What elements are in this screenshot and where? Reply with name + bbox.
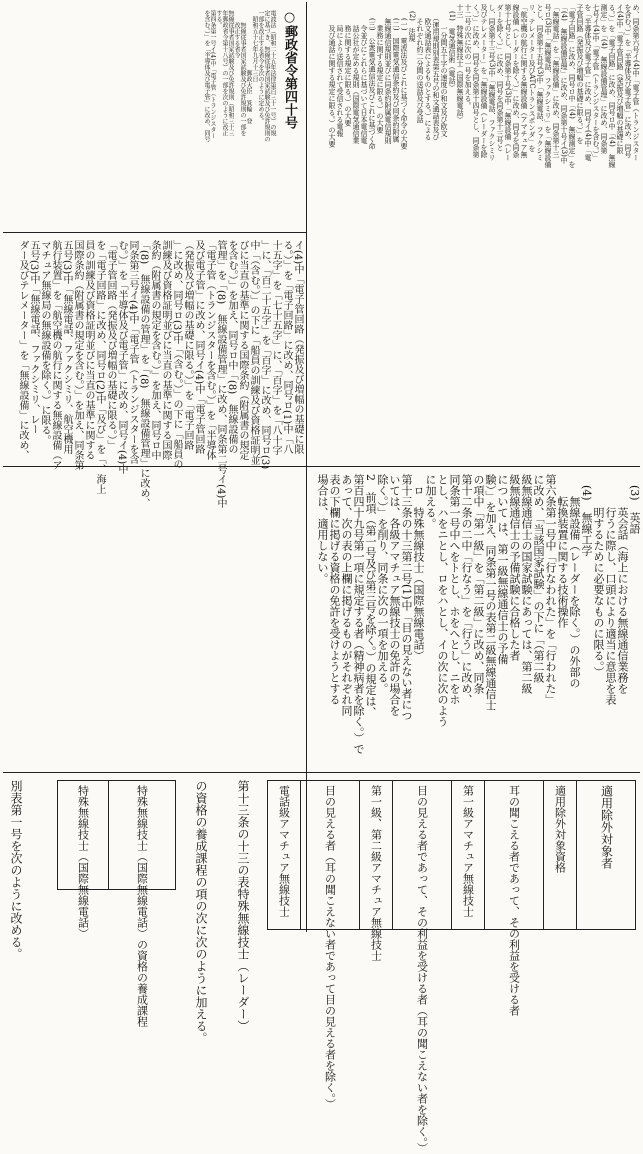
text-line: を「電子回路」に改め、同号ロ(2)中「及び」を「、海上 bbox=[94, 240, 105, 495]
text-line: 場合は、適用しない。 bbox=[316, 474, 329, 584]
right-col-top bbox=[312, 4, 640, 464]
text-line: いては、各級アマチュア無線技士の免許の場合を bbox=[388, 474, 401, 716]
text-line: 表の下欄に掲げる資格の免許を受けようとする bbox=[328, 474, 341, 705]
text-line: 行うに際し、口頭により適当に意思を表 bbox=[604, 474, 617, 705]
text-line: に加える。 bbox=[424, 474, 437, 529]
text-line: 員の訓練及び資格証明並びに当直の基準に関する bbox=[83, 240, 94, 460]
text-line: 郵政大臣 箕輪 登 bbox=[245, 10, 252, 124]
text-line: 第六条第一号中「行なわれた」を「行われた」 bbox=[544, 474, 557, 705]
text-line: 訓練及び資格証明並びに当直の基準に関する国際 bbox=[160, 240, 171, 460]
text-line: 及び通話に関する規定に限る。）の大要 bbox=[328, 4, 336, 148]
right-col-mid bbox=[312, 474, 640, 766]
text-line: 同条第一号中へをトとし、ホをへとし、ニをホ bbox=[448, 474, 461, 705]
text-line: 七号イ(4)中「電子管（トランジスターを含む。）」 bbox=[592, 4, 600, 161]
text-line: イ(4)中「電子管回路（発振及び増幅の基礎に限 bbox=[292, 240, 303, 455]
table-row: 目の見える者であって、その利益を受ける者（耳の聞こえない者を除く。） bbox=[392, 780, 452, 930]
text-line: 」に改め、同号ロ(3)中「（含む。）」の下に「船員の bbox=[171, 240, 182, 470]
text-line: とし、同条第十五号(3)中「無線電話、ファクシミ bbox=[536, 4, 544, 161]
table-row: 第一級、第二級アマチュア無線技士 bbox=[359, 780, 393, 930]
text-line: マチュア無線局の無線設備を除く。）に限る。 bbox=[39, 240, 50, 445]
text-line: ダーを除く。）」に改め、同号を同条第十三号と bbox=[496, 4, 504, 151]
text-line: 「電子管回路（発振及び増幅の基礎に限る。）」 bbox=[105, 240, 116, 450]
text-line: (2) 法規 bbox=[408, 4, 416, 42]
text-line: 「(4) 無線設備管理」に改め、同条第十号イ(3)中 bbox=[560, 4, 568, 164]
table-header-qual: 適用除外対象資格 bbox=[543, 780, 577, 930]
text-line: に改め、「当該国家試験」の下に「（第二級 bbox=[532, 474, 545, 683]
text-line: 験）」を加え、同条第一号の表第二級無線通信士 bbox=[484, 474, 497, 711]
text-line: 号ロ(3)中「無線電話、ファクシミリ」を「無線設備 bbox=[544, 4, 552, 168]
text-line: 第十三条の十三第二号(1)中「目の見えない者につ bbox=[400, 474, 413, 721]
text-line: イ(4)中「電子管回路（発振及び増幅の基礎に限 bbox=[616, 4, 624, 154]
text-line: 同条第三号イ(4)中「電子管（トランジスターを含 bbox=[127, 240, 138, 465]
text-line: め、同条第六号イ(4)中「電子管（トランジスター bbox=[632, 4, 640, 161]
text-line: の項中「第一級」を「第二級」に改め、同条 bbox=[472, 474, 485, 694]
text-line: 級無線通信士の国家試験にあっては、第二級 bbox=[520, 474, 533, 694]
text-line: 「電子回路」に改め、同号ロ中「(4) 無線測定」を bbox=[568, 4, 576, 168]
text-line: 「航空機の航行に関する無線設備（アマチュア無 bbox=[520, 4, 528, 158]
table-row: 目の見える者（耳の聞こえない者であって目の見える者を除く。） bbox=[300, 780, 360, 930]
text-line: それぞれ約二分間の送話及び受話 bbox=[416, 4, 424, 123]
text-line: む。）」を「半導体及び電子管」に改め、同号イ(4)中 bbox=[116, 240, 127, 475]
text-line: 航行装置」を「航空機の航行に関する無線設備（ア bbox=[50, 240, 61, 470]
text-line: 局により送信されて受信される電報 bbox=[336, 4, 344, 137]
text-line: 電波法（昭和二十五年法律第百三十一号）の規 bbox=[269, 10, 276, 136]
header-frame bbox=[3, 4, 303, 239]
text-line: 一分間五十字の速度の和文及び欧文 bbox=[440, 4, 448, 137]
text-line: 級無線通信士の予備試験に合格した者 bbox=[508, 474, 521, 661]
text-line: する。 bbox=[215, 10, 222, 28]
course-table-col2: 特殊無線技士（国際無線電話） bbox=[57, 780, 109, 890]
text-line: く。）」に改め、同号を同条第十四号とし、同条第 bbox=[472, 4, 480, 158]
text-line: の資格の養成課程の項の次に次のように加える。 bbox=[194, 780, 208, 1044]
text-line: を含む。）」を「半導体及び電子管」に改め、同号 bbox=[203, 10, 210, 142]
text-line: 中「（含む。）」の下に「船員の訓練及び資格証明並 bbox=[248, 240, 259, 465]
text-line: 十五字」を「七十五字」に、「百字」を「八十字 bbox=[270, 240, 281, 455]
text-line: 欧文通話表によるものとする。）による bbox=[424, 4, 432, 141]
text-line: 務に関する規定に限る。）の大要 bbox=[344, 4, 352, 127]
divider-lower bbox=[3, 772, 640, 773]
text-line: (1) 電気通信術（電話） bbox=[448, 4, 456, 91]
text-line: 定に基づき、無線従事者国家試験及び免許規則の bbox=[263, 10, 270, 142]
middle-block bbox=[3, 240, 303, 509]
text-line: 「電子管（トランジスターを含む。）」を「半導体 bbox=[204, 240, 215, 460]
text-line: 「無線電話」を「無線設備」に改め、同条第十三 bbox=[552, 4, 560, 158]
text-line: (3) 英語 bbox=[628, 474, 641, 534]
text-line: （運用規則別表第五号の和文通話表及び bbox=[432, 4, 440, 141]
table-row: 第一級アマチュア無線技士 bbox=[451, 780, 485, 930]
table-row: 電話級アマチュア無線技士 bbox=[267, 780, 301, 930]
text-line: 第十二条の二中「行なう」を「行う」に改め、 bbox=[460, 474, 473, 705]
text-line: 除く。）」を削り、同条に次の一項を加える。 bbox=[376, 474, 389, 694]
text-line: 第百四十九号第一項に規定する者（精神病者を除く。）で bbox=[352, 474, 365, 755]
text-line: 国際条約（附属書の規定を含む。）」を加え、同条第 bbox=[72, 240, 83, 470]
text-line: 転換装置に関する技術操作 bbox=[556, 474, 569, 628]
text-line: 令並びにこれらに基づいて日本電信電 bbox=[360, 4, 368, 144]
divider-right-mid bbox=[306, 466, 640, 467]
text-line: 線設備（レーダーを除く。）」に改め、同号を同条 bbox=[512, 4, 520, 158]
text-line: (4) 無線工学 bbox=[580, 474, 593, 556]
text-line: ダー及びテレメーター」を「無線設備」に改め、 bbox=[17, 240, 28, 460]
text-line: あって、次の表の上欄に掲げるものがそれぞれ同 bbox=[340, 474, 353, 716]
last-line: 別表第一号を次のように改める。 bbox=[9, 780, 23, 960]
text-line: 「(8) 無線設備の管理」を「(8) 無線設備管理」に改め、 bbox=[138, 240, 149, 509]
text-line: （発振及び増幅の基礎に限る。）」を「電子回路 bbox=[182, 240, 193, 450]
bottom-text bbox=[180, 780, 264, 1044]
text-line: (三) 公衆電気通信法及びこれに基づく命 bbox=[368, 4, 376, 150]
course-table bbox=[40, 780, 176, 1027]
text-line: 及び電子管」に改め、同号イ(4)中「電子管回路 bbox=[193, 240, 204, 455]
text-line: 及びテレメーター」を「無線設備（レーダーを除 bbox=[480, 4, 488, 158]
text-line: 無線従事者国家試験及び免許規則の一部を bbox=[239, 10, 246, 136]
text-line: リ、テレメーター及びATCトランスポンダ」を bbox=[528, 4, 536, 152]
text-line: 無線従事者国家試験及び免許規則（昭和三十三 bbox=[227, 10, 234, 136]
text-line: 十三 特殊無線技士（国際無線電話） bbox=[456, 4, 464, 123]
text-line: を「半導体及び電子管」に改め、同号イ(4)中「電 bbox=[584, 4, 592, 161]
text-line: (一) 電波法及びこれに基づく命令の大要 bbox=[400, 4, 408, 150]
table-row: 耳の聞こえる者であって、その利益を受ける者 bbox=[484, 780, 544, 930]
text-line: 管理」を「(8) 無線設備管理」に改め、同条第二号イ(4)中 bbox=[215, 240, 226, 509]
text-line: 業務に関する規定に限る。）の大要 bbox=[376, 4, 384, 134]
course-table-col1: 特殊無線技士（国際無線電話）の資格の養成課程 bbox=[108, 780, 176, 890]
text-line: を含む。）」を加え、同号ロ中「(8) 無線設備の bbox=[226, 240, 237, 455]
text-line: について は、第一級無線通信士の予備 bbox=[496, 474, 509, 665]
text-line: 明するために必要なものに限る。） bbox=[592, 474, 605, 678]
text-line: 改正する省令 bbox=[233, 10, 240, 58]
divider-top bbox=[3, 232, 306, 233]
text-line: る。）」を「電子回路」に改め、同号ロ中「(4) 無線 bbox=[608, 4, 616, 168]
text-line: を含む。）」を「半導体及び電子管」に改め、同号 bbox=[624, 4, 632, 158]
text-line: ロ 特殊無線技士（国際無線電話） bbox=[412, 474, 425, 661]
text-line: 第十三条の十三の表特殊無線技士（レーダー） bbox=[236, 780, 250, 1032]
header-title: ○郵政省令第四十号 bbox=[282, 10, 297, 129]
text-line: 測定」を「(4) 無線設備管理」に改め、同条第 bbox=[600, 4, 608, 154]
text-line: 子管回路（発振及び増幅の基礎に限る。）」を bbox=[576, 4, 584, 144]
text-line: 昭和五十七年九月十三日 bbox=[251, 10, 258, 82]
text-line: (二) 国際電気通信条約及び同条約附属 bbox=[392, 4, 400, 143]
text-line: る。）」を「電子回路」に改め、同号ロ(1)中「八 bbox=[281, 240, 292, 455]
exemption-table bbox=[180, 780, 636, 1154]
text-line: 年郵政省令第十八号）の一部を次のように改正 bbox=[221, 10, 228, 136]
left-col-bottom bbox=[3, 474, 303, 764]
text-line: 無線設備（レーダーを除く。）の外部の bbox=[568, 474, 581, 689]
text-line: とし、ハをニとし、ロをハとし、イの次に次のよう bbox=[436, 474, 449, 727]
text-line: 」に、「百二十五字」を「百字」に改め、同号ロ(3) bbox=[259, 240, 270, 470]
text-line: 第四条第一号イ(4)中「電子管（トランジスター bbox=[209, 10, 216, 139]
text-line: 2 前項（第一号及び第三号を除く。）の規定は、 bbox=[364, 474, 377, 718]
text-line: 英会話（海上における無線通信業務を bbox=[616, 474, 629, 694]
table-header-who: 適用除外対象者 bbox=[576, 780, 636, 930]
text-line: 五号(3)中「無線電話、ファクシミリ、レー bbox=[28, 240, 39, 435]
text-line: 無線通信規則並びに同条約附属電信規則 bbox=[384, 4, 392, 144]
text-line: びに当直の基準に関する国際条約（附属書の規定 bbox=[237, 240, 248, 460]
text-line: 五号(3)中「無線電話、ファクシミリ、航空機用 bbox=[61, 240, 72, 455]
text-line: 条約（附属書の規定を含む。）」を加え、同号ロ中 bbox=[149, 240, 160, 460]
text-line: 十二号の次に次の一号を加える。 bbox=[464, 4, 472, 109]
text-line: 話公社が定める規則（国際電気通信業 bbox=[352, 4, 360, 144]
text-line: 一部を改正する省令を次のように定める。 bbox=[257, 10, 264, 124]
text-line: し、同条第十三号(3)中「無線電話、ファクシミリ bbox=[488, 4, 496, 161]
text-line: 第十七号とし、同条第十号(3)中「無線設備（レー bbox=[504, 4, 512, 161]
